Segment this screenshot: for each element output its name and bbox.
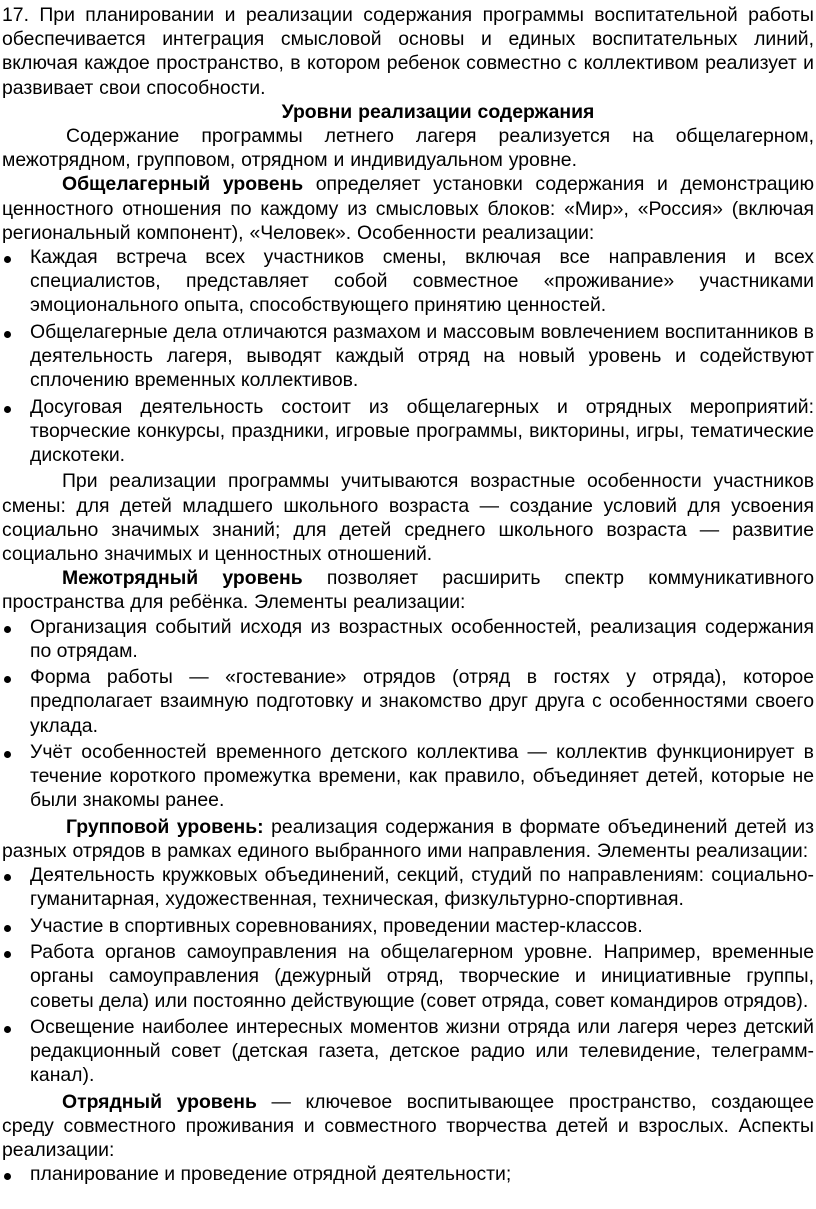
bullet-icon	[4, 1026, 11, 1033]
list-item: Освещение наиболее интересных моментов жизни отряда или лагеря через детский редакционный совет (детская газета, детское радио или телевидение, телеграмм-канал).	[2, 1015, 814, 1088]
bullet-icon	[4, 751, 11, 758]
list-item: Деятельность кружковых объединений, секций, студий по направлениям: социально-гуманитарная, художественная, техническая, физкультурно-спортивная.	[2, 863, 814, 911]
overview-paragraph: Содержание программы летнего лагеря реализуется на общелагерном, межотрядном, групповом, отрядном и индивидуальном уровне.	[2, 125, 814, 172]
bullet-icon	[4, 626, 11, 633]
bullet-icon	[4, 951, 11, 958]
inter-unit-level-list	[2, 615, 814, 813]
bullet-icon	[4, 256, 11, 263]
list-item: Досуговая деятельность состоит из общелагерных и отрядных мероприятий: творческие конкурсы, праздники, игровые программы, викторины, игры, тематические дискотеки.	[2, 395, 814, 468]
bullet-icon	[4, 925, 11, 932]
inter-unit-level-text: позволяет расширить спектр коммуникативного пространства для ребёнка. Элементы реализации:	[2, 567, 814, 614]
intro-paragraph: 17. При планировании и реализации содержания программы воспитательной работы обеспечивается интеграция смысловой основы и единых воспитательных линий, включая каждое пространство, в котором ребенок совместно с коллективом реализует и развивает свои способности.	[2, 4, 814, 99]
camp-level-text: определяет установки содержания и демонстрацию ценностного отношения по каждому из смысловых блоков: «Мир», «Россия» (включая региональный компонент), «Человек». Особенности реализации:	[2, 173, 814, 244]
group-level-list	[2, 863, 814, 1087]
camp-level-paragraph	[2, 172, 814, 245]
unit-level-paragraph	[2, 1090, 814, 1163]
list-item: планирование и проведение отрядной деятельности;	[2, 1162, 814, 1186]
bullet-icon	[4, 874, 11, 881]
unit-level-term: Отрядный уровень	[62, 1090, 257, 1113]
bullet-icon	[4, 1173, 11, 1180]
bullet-icon	[4, 406, 11, 413]
bullet-icon	[4, 331, 11, 338]
group-level-term: Групповой уровень:	[66, 815, 264, 838]
unit-level-text: — ключевое воспитывающее пространство, создающее среду совместного проживания и совместного творчества детей и взрослых. Аспекты реализации:	[2, 1090, 814, 1162]
list-item: Участие в спортивных соревнованиях, проведении мастер-классов.	[2, 914, 814, 938]
list-item: Каждая встреча всех участников смены, включая все направления и всех специалистов, представляет собой совместное «проживание» участниками эмоционального опыта, способствующего принятию ценностей.	[2, 245, 814, 318]
group-level-text: реализация содержания в формате объединений детей из разных отрядов в рамках единого выбранного ими направления. Элементы реализации:	[2, 815, 814, 863]
section-heading: Уровни реализации содержания	[281, 100, 595, 123]
list-item: Форма работы — «гостевание» отрядов (отряд в гостях у отряда), которое предполагает взаимную подготовку и знакомство друг друга с особенностями своего уклада.	[2, 665, 814, 738]
camp-level-term: Общелагерный уровень	[62, 173, 304, 196]
camp-level-list	[2, 245, 814, 467]
group-level-paragraph	[2, 815, 814, 863]
inter-unit-level-term: Межотрядный уровень	[62, 567, 303, 590]
list-item: Учёт особенностей временного детского коллектива — коллектив функционирует в течение короткого промежутка времени, как правило, объединяет детей, которые не были знакомы ранее.	[2, 740, 814, 813]
unit-level-list	[2, 1162, 814, 1186]
list-item: Организация событий исходя из возрастных особенностей, реализация содержания по отрядам.	[2, 615, 814, 663]
list-item: Общелагерные дела отличаются размахом и массовым вовлечением воспитанников в деятельность лагеря, выводят каждый отряд на новый уровень и содействуют сплочению временных коллективов.	[2, 320, 814, 393]
bullet-icon	[4, 676, 11, 683]
inter-unit-level-paragraph	[2, 566, 814, 614]
age-note-paragraph: При реализации программы учитываются возрастные особенности участников смены: для детей младшего школьного возраста — создание условий для усвоения социально значимых знаний; для детей среднего школьного возраста — развитие социально значимых и ценностных отношений.	[2, 470, 814, 566]
list-item: Работа органов самоуправления на общелагерном уровне. Например, временные органы самоуправления (дежурный отряд, творческие и инициативные группы, советы дела) или постоянно действующие (совет отряда, совет командиров отрядов).	[2, 940, 814, 1013]
